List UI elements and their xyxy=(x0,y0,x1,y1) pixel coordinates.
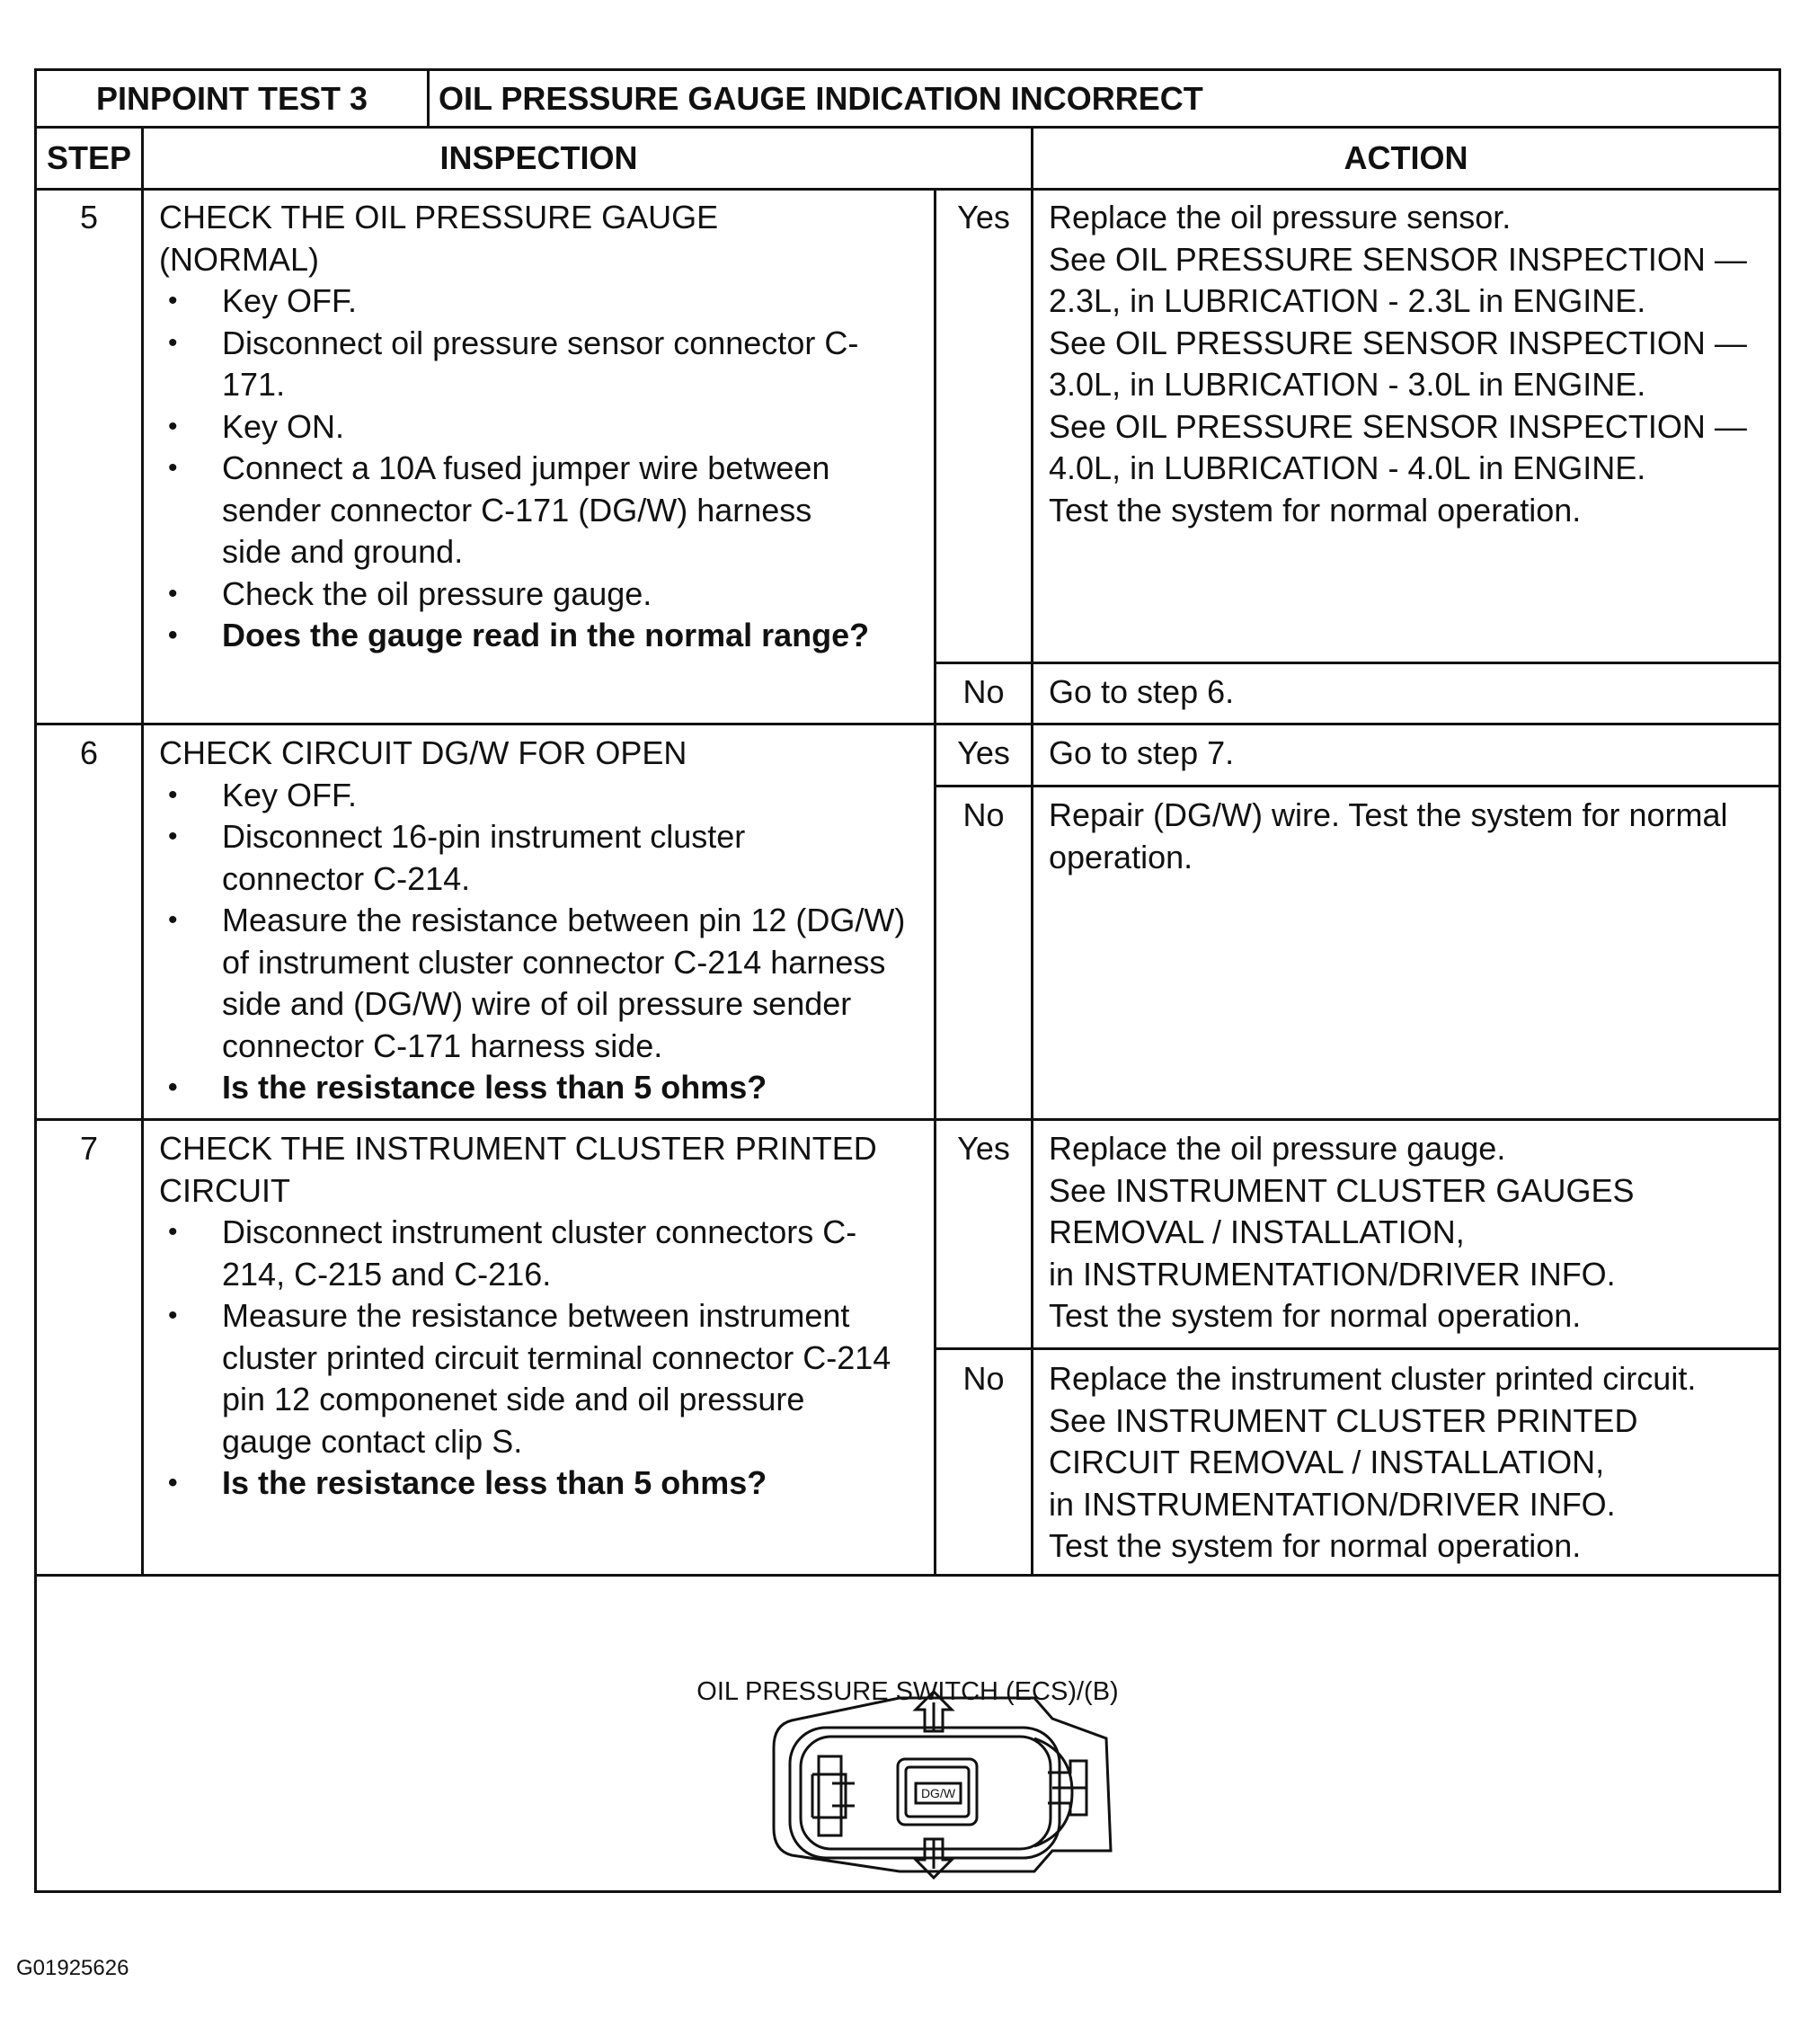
step-number: 7 xyxy=(79,1130,99,1167)
no-label: No xyxy=(962,1360,1005,1397)
step-heading: CHECK CIRCUIT DG/W FOR OPEN xyxy=(159,734,687,771)
inspection-question: • Does the gauge read in the normal range? xyxy=(159,615,932,657)
inspection-bullet: • Key ON. xyxy=(159,406,932,449)
step-number: 6 xyxy=(79,734,99,771)
action-line: Replace the oil pressure sensor. xyxy=(1049,199,1512,236)
figure-title: OIL PRESSURE SWITCH (ECS)/(B) xyxy=(696,1677,1119,1706)
column-header-action: ACTION xyxy=(1344,139,1468,176)
step-heading: CHECK THE OIL PRESSURE GAUGE (NORMAL) xyxy=(159,199,719,278)
test-number-label: PINPOINT TEST 3 xyxy=(95,80,368,117)
step-heading: CHECK THE INSTRUMENT CLUSTER PRINTED CIRCUIT xyxy=(159,1130,877,1209)
inspection-bullet: • Disconnect 16-pin instrument cluster connector C-214. xyxy=(159,816,833,900)
yes-label: Yes xyxy=(957,1130,1010,1167)
action-line: Replace the oil pressure gauge. xyxy=(1049,1130,1506,1167)
action-line: See OIL PRESSURE SENSOR INSPECTION — 4.0L, in LUBRICATION - 4.0L in ENGINE. xyxy=(1049,407,1747,486)
inspection-question: • Is the resistance less than 5 ohms? xyxy=(159,1067,932,1109)
action-line: See OIL PRESSURE SENSOR INSPECTION — 2.3L, in LUBRICATION - 2.3L in ENGINE. xyxy=(1049,240,1747,319)
inspection-bullet: • Key OFF. xyxy=(159,280,932,323)
step-inspection xyxy=(159,197,932,657)
no-action xyxy=(1049,1358,1768,1568)
yes-action xyxy=(1049,1128,1768,1337)
no-label: No xyxy=(962,673,1005,710)
step-inspection xyxy=(159,733,932,1109)
inspection-question: • Is the resistance less than 5 ohms? xyxy=(159,1462,932,1505)
oil-pressure-switch-connector-diagram xyxy=(738,1649,1133,1900)
yes-action xyxy=(1049,733,1768,775)
figure-reference-code: G01925626 xyxy=(16,1956,129,1980)
action-line: Test the system for normal operation. xyxy=(1049,491,1582,529)
action-line: See OIL PRESSURE SENSOR INSPECTION — 3.0L, in LUBRICATION - 3.0L in ENGINE. xyxy=(1049,324,1747,403)
no-action xyxy=(1049,795,1777,878)
inspection-bullet: • Check the oil pressure gauge. xyxy=(159,573,932,616)
inspection-bullet: • Measure the resistance between pin 12 (DG/W) of instrument cluster connector C-214 harness side and (DG/W) wire of oil pressure sender connector C-171 harness side. xyxy=(159,900,932,1067)
action-line: See INSTRUMENT CLUSTER PRINTED CIRCUIT REMOVAL / INSTALLATION, xyxy=(1049,1401,1638,1480)
inspection-bullet: • Disconnect oil pressure sensor connector C-171. xyxy=(159,323,860,406)
action-line: Test the system for normal operation. xyxy=(1049,1297,1582,1334)
action-line: Replace the instrument cluster printed circuit. xyxy=(1049,1360,1697,1397)
yes-action xyxy=(1049,197,1768,531)
action-line: in INSTRUMENTATION/DRIVER INFO. xyxy=(1049,1485,1616,1523)
yes-label: Yes xyxy=(957,199,1010,236)
wire-color-label: DG/W xyxy=(920,1786,956,1800)
column-header-inspection: INSPECTION xyxy=(439,139,638,176)
no-action xyxy=(1049,671,1768,714)
action-line: Test the system for normal operation. xyxy=(1049,1527,1582,1564)
no-label: No xyxy=(962,796,1005,833)
inspection-bullet: • Disconnect instrument cluster connectors C-214, C-215 and C-216. xyxy=(159,1212,869,1295)
step-number: 5 xyxy=(79,199,99,236)
inspection-bullet: • Connect a 10A fused jumper wire between sender connector C-171 (DG/W) harness side and ground. xyxy=(159,448,869,573)
action-line: Go to step 6. xyxy=(1049,673,1235,710)
step-inspection xyxy=(159,1128,932,1505)
action-line: See INSTRUMENT CLUSTER GAUGES REMOVAL / INSTALLATION, xyxy=(1049,1171,1635,1250)
action-line: in INSTRUMENTATION/DRIVER INFO. xyxy=(1049,1255,1616,1293)
pinpoint-test-table xyxy=(34,68,1781,1893)
action-line: Go to step 7. xyxy=(1049,734,1235,771)
action-line: Repair (DG/W) wire. Test the system for normal operation. xyxy=(1049,796,1728,875)
yes-label: Yes xyxy=(957,734,1010,771)
inspection-bullet: • Measure the resistance between instrument cluster printed circuit terminal connector C-214 pin 12 componenet side and oil pressure gauge contact clip S. xyxy=(159,1295,896,1462)
column-header-step: STEP xyxy=(46,139,132,176)
test-title: OIL PRESSURE GAUGE INDICATION INCORRECT xyxy=(439,80,1203,117)
inspection-bullet: • Key OFF. xyxy=(159,775,932,817)
